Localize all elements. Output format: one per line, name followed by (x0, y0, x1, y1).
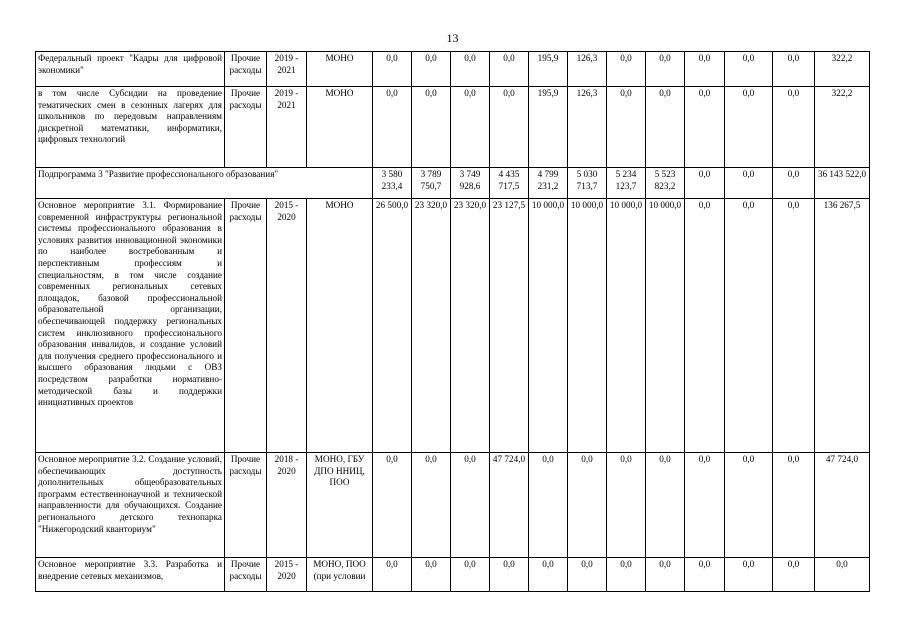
value-cell: 0,0 (568, 453, 607, 558)
value-cell: 0,0 (685, 168, 725, 199)
years: 2015 - 2020 (267, 199, 307, 453)
table-row (36, 453, 870, 558)
value-cell: 26 500,0 (373, 199, 412, 453)
program-name: Основное мероприятие 3.1. Формирование современной инфраструктуры региональной системы профессионального образования в условиях развития инновационной экономики по наиболее востребованным и перспективным профессиям и специальностям, в том числе создание современных региональных сетевых площадок, базовой профессиональной образовательной организации, обеспечивающей поддержку региональных систем инклюзивного профессионального образования инвалидов, и создание условий для получения среднего профессионального и высшего образования людьми с ОВЗ посредством разработки нормативно-методической базы и поддержки инициативных проектов (36, 199, 225, 453)
executor: МОНО, ГБУ ДПО ННИЦ, ПОО (307, 453, 373, 558)
value-cell: 0,0 (529, 558, 568, 592)
value-cell: 195,9 (529, 52, 568, 87)
total-cell: 322,2 (815, 87, 870, 168)
value-cell: 0,0 (773, 453, 815, 558)
value-cell: 0,0 (773, 199, 815, 453)
value-cell: 0,0 (412, 558, 451, 592)
value-cell: 0,0 (773, 52, 815, 87)
value-cell: 5 234 123,7 (607, 168, 646, 199)
value-cell: 0,0 (646, 558, 685, 592)
value-cell: 0,0 (773, 168, 815, 199)
budget-table (35, 51, 870, 592)
value-cell: 0,0 (568, 558, 607, 592)
value-cell: 0,0 (607, 52, 646, 87)
program-name: Федеральный проект "Кадры для цифровой экономики" (36, 52, 225, 87)
value-cell: 126,3 (568, 87, 607, 168)
subprogram-name: Подпрограмма 3 "Развитие профессионального образования" (36, 168, 373, 199)
years: 2019 - 2021 (267, 87, 307, 168)
table-row (36, 168, 870, 199)
value-cell: 0,0 (607, 558, 646, 592)
value-cell: 0,0 (725, 558, 773, 592)
value-cell: 47 724,0 (490, 453, 529, 558)
expense-type: Прочие расходы (225, 52, 267, 87)
value-cell: 0,0 (607, 87, 646, 168)
value-cell: 126,3 (568, 52, 607, 87)
value-cell: 0,0 (451, 453, 490, 558)
executor: МОНО (307, 87, 373, 168)
value-cell: 0,0 (685, 453, 725, 558)
value-cell: 0,0 (412, 453, 451, 558)
value-cell: 0,0 (646, 52, 685, 87)
years: 2015 - 2020 (267, 558, 307, 592)
value-cell: 0,0 (490, 87, 529, 168)
years: 2018 - 2020 (267, 453, 307, 558)
value-cell: 23 127,5 (490, 199, 529, 453)
table-row (36, 199, 870, 453)
value-cell: 0,0 (490, 558, 529, 592)
value-cell: 0,0 (490, 52, 529, 87)
years: 2019 - 2021 (267, 52, 307, 87)
value-cell: 10 000,0 (529, 199, 568, 453)
value-cell: 0,0 (725, 52, 773, 87)
executor: МОНО, ПОО (при условии (307, 558, 373, 592)
total-cell: 136 267,5 (815, 199, 870, 453)
value-cell: 0,0 (646, 87, 685, 168)
value-cell: 0,0 (451, 87, 490, 168)
value-cell: 3 789 750,7 (412, 168, 451, 199)
value-cell: 0,0 (412, 52, 451, 87)
value-cell: 0,0 (451, 558, 490, 592)
expense-type: Прочие расходы (225, 453, 267, 558)
value-cell: 23 320,0 (451, 199, 490, 453)
value-cell: 0,0 (373, 558, 412, 592)
value-cell: 0,0 (607, 453, 646, 558)
value-cell: 0,0 (685, 558, 725, 592)
value-cell: 0,0 (373, 453, 412, 558)
expense-type: Прочие расходы (225, 199, 267, 453)
total-cell: 0,0 (815, 558, 870, 592)
value-cell: 0,0 (373, 52, 412, 87)
table-row (36, 558, 870, 592)
value-cell: 0,0 (773, 558, 815, 592)
page-number: 13 (446, 31, 459, 45)
value-cell: 0,0 (685, 199, 725, 453)
value-cell: 0,0 (725, 168, 773, 199)
value-cell: 3 749 928,6 (451, 168, 490, 199)
value-cell: 195,9 (529, 87, 568, 168)
program-name: Основное мероприятие 3.3. Разработка и внедрение сетевых механизмов, (36, 558, 225, 592)
expense-type: Прочие расходы (225, 87, 267, 168)
program-name: Основное мероприятие 3.2. Создание условий, обеспечивающих доступность дополнительных общеобразовательных программ естественнонаучной и технической направленности для обучающихся. Создание регионального детского технопарка "Нижегородский кванториум" (36, 453, 225, 558)
value-cell: 0,0 (646, 453, 685, 558)
value-cell: 4 435 717,5 (490, 168, 529, 199)
expense-type: Прочие расходы (225, 558, 267, 592)
value-cell: 0,0 (685, 87, 725, 168)
total-cell: 322,2 (815, 52, 870, 87)
value-cell: 3 580 233,4 (373, 168, 412, 199)
value-cell: 0,0 (725, 199, 773, 453)
program-name: в том числе Субсидии на проведение тематических смен в сезонных лагерях для школьников по передовым направлениям дискретной математики, информатики, цифровых технологий (36, 87, 225, 168)
value-cell: 10 000,0 (568, 199, 607, 453)
table-row (36, 52, 870, 87)
total-cell: 47 724,0 (815, 453, 870, 558)
value-cell: 5 030 713,7 (568, 168, 607, 199)
value-cell: 10 000,0 (646, 199, 685, 453)
value-cell: 23 320,0 (412, 199, 451, 453)
value-cell: 0,0 (451, 52, 490, 87)
total-cell: 36 143 522,0 (815, 168, 870, 199)
table-row (36, 87, 870, 168)
value-cell: 0,0 (725, 453, 773, 558)
value-cell: 0,0 (685, 52, 725, 87)
executor: МОНО (307, 52, 373, 87)
value-cell: 0,0 (773, 87, 815, 168)
value-cell: 0,0 (412, 87, 451, 168)
value-cell: 0,0 (373, 87, 412, 168)
value-cell: 5 523 823,2 (646, 168, 685, 199)
value-cell: 10 000,0 (607, 199, 646, 453)
value-cell: 0,0 (529, 453, 568, 558)
executor: МОНО (307, 199, 373, 453)
value-cell: 0,0 (725, 87, 773, 168)
value-cell: 4 799 231,2 (529, 168, 568, 199)
